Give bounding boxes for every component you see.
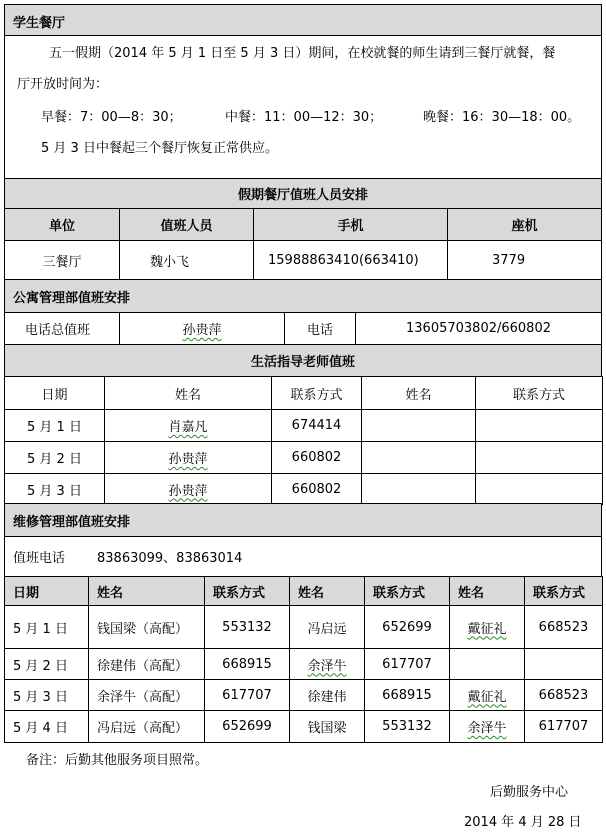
resume-notice: 5 月 3 日中餐起三个餐厅恢复正常供应。 <box>41 141 278 156</box>
maint-row-1-cell-4 <box>364 648 450 680</box>
life-row-1-cell-1-text: 孙贵萍 <box>168 452 208 467</box>
maint-row-0-cell-6 <box>524 605 603 649</box>
life-row-1-cell-1 <box>104 441 272 474</box>
life-row-1-cell-0 <box>4 441 105 474</box>
maint-header-6-text: 联系方式 <box>533 585 586 601</box>
life-row-1-cell-2-text: 660802 <box>291 450 342 465</box>
canteen-notice <box>4 35 602 179</box>
life-header-2-text: 联系方式 <box>290 387 343 403</box>
life-row-2-cell-4 <box>475 473 603 505</box>
holiday-landline: 3779 <box>447 240 602 280</box>
phone-duty-name-cell <box>119 312 285 345</box>
canteen-title: 学生餐厅 <box>13 16 66 31</box>
life-row-0-cell-0 <box>4 409 105 442</box>
maint-header-1-text: 姓名 <box>97 585 124 601</box>
holiday-header-staff: 值班人员 <box>119 208 254 241</box>
maint-row-3-cell-2-text: 652699 <box>222 719 272 734</box>
maint-row-0-cell-6-text: 668523 <box>538 619 589 635</box>
life-row-2-cell-1 <box>104 473 272 505</box>
maint-row-1-cell-2-text: 668915 <box>222 656 272 672</box>
life-header-1 <box>104 376 272 410</box>
life-row-2-cell-3 <box>361 473 476 505</box>
holiday-staff: 魏小飞 <box>119 240 254 280</box>
maint-row-1-cell-3 <box>289 648 365 680</box>
maint-row-0-cell-1-text: 钱国梁（高配） <box>97 621 189 637</box>
maint-row-0-cell-4-text: 652699 <box>382 619 432 635</box>
maint-row-3-cell-2 <box>204 710 290 743</box>
canteen-title-bar <box>4 4 602 36</box>
maint-row-3-cell-5 <box>449 710 525 743</box>
maint-row-3-cell-0-text: 5 月 4 日 <box>13 721 68 736</box>
maint-row-2-cell-0 <box>4 679 89 711</box>
life-row-0-cell-1 <box>104 409 272 442</box>
maint-row-2-cell-1 <box>88 679 205 711</box>
breakfast-hours: 早餐：7：00—8：30； <box>41 110 182 125</box>
life-row-1-cell-3 <box>361 441 476 474</box>
life-row-1-cell-4 <box>475 441 603 474</box>
life-header-0 <box>4 376 105 410</box>
maint-row-0-cell-0-text: 5 月 1 日 <box>13 621 68 637</box>
maint-row-0-cell-5 <box>449 605 525 649</box>
life-row-2-cell-2-text: 660802 <box>291 481 342 497</box>
maint-row-3-cell-0 <box>4 710 89 743</box>
maint-row-3-cell-6 <box>524 710 603 743</box>
maint-row-1-cell-0 <box>4 648 89 680</box>
notice-line-1: 五一假期（2014 年 5 月 1 日至 5 月 3 日）期间，在校就餐的师生请到三餐厅就餐，餐 <box>49 46 556 61</box>
maint-row-2-cell-2-text: 617707 <box>222 687 272 703</box>
maint-row-3-cell-1-text: 冯启远（高配） <box>97 721 189 736</box>
footer-note: 备注：后勤其他服务项目照常。 <box>26 753 209 768</box>
duty-phone-label: 值班电话 <box>13 551 66 566</box>
life-header-4-text: 联系方式 <box>512 387 565 403</box>
notice-line-2: 厅开放时间为： <box>17 77 109 92</box>
footer-date: 2014 年 4 月 28 日 <box>464 815 582 830</box>
maint-row-1-cell-3-text: 余泽牛 <box>307 658 347 674</box>
holiday-duty-title: 假期餐厅值班人员安排 <box>4 178 602 209</box>
life-guide-title: 生活指导老师值班 <box>4 344 602 377</box>
maint-row-3-cell-6-text: 617707 <box>538 719 589 734</box>
maint-header-6 <box>524 576 603 606</box>
life-row-1-cell-0-text: 5 月 2 日 <box>27 452 82 467</box>
maint-header-2 <box>204 576 290 606</box>
life-row-1-cell-2 <box>271 441 362 474</box>
maint-row-3-cell-4-text: 553132 <box>382 719 432 734</box>
holiday-header-landline: 座机 <box>447 208 602 241</box>
maint-row-2-cell-5-text: 戴征礼 <box>467 689 507 705</box>
maint-header-1 <box>88 576 205 606</box>
maint-header-4-text: 联系方式 <box>373 585 426 601</box>
duty-phone-value: 83863099、83863014 <box>97 551 243 566</box>
maint-row-2-cell-4 <box>364 679 450 711</box>
phone-value: 13605703802/660802 <box>355 312 602 345</box>
maint-row-1-cell-6 <box>524 648 603 680</box>
life-row-0-cell-2 <box>271 409 362 442</box>
maint-header-5 <box>449 576 525 606</box>
life-header-3 <box>361 376 476 410</box>
maint-header-3 <box>289 576 365 606</box>
life-row-2-cell-2 <box>271 473 362 505</box>
maintenance-phone-row <box>4 536 602 577</box>
phone-duty-name: 孙贵萍 <box>182 323 222 338</box>
life-header-3-text: 姓名 <box>405 387 432 403</box>
maint-row-0-cell-5-text: 戴征礼 <box>467 621 507 637</box>
maint-row-1-cell-2 <box>204 648 290 680</box>
maint-header-0-text: 日期 <box>13 585 40 601</box>
dinner-hours: 晚餐：16：30—18：00。 <box>423 110 581 125</box>
maint-row-3-cell-3 <box>289 710 365 743</box>
maint-row-2-cell-1-text: 余泽牛（高配） <box>97 689 189 705</box>
maint-row-2-cell-2 <box>204 679 290 711</box>
maint-header-5-text: 姓名 <box>458 585 485 601</box>
maint-row-1-cell-0-text: 5 月 2 日 <box>13 658 68 674</box>
apartment-title: 公寓管理部值班安排 <box>4 279 602 313</box>
phone-label: 电话 <box>284 312 356 345</box>
maint-row-2-cell-6-text: 668523 <box>538 687 589 703</box>
maint-row-3-cell-4 <box>364 710 450 743</box>
life-row-2-cell-0-text: 5 月 3 日 <box>27 483 82 499</box>
maint-header-4 <box>364 576 450 606</box>
maint-row-0-cell-3 <box>289 605 365 649</box>
footer-signature: 后勤服务中心 <box>490 785 569 800</box>
holiday-mobile: 15988863410(663410) <box>253 240 448 280</box>
maint-row-0-cell-1 <box>88 605 205 649</box>
holiday-unit: 三餐厅 <box>4 240 120 280</box>
holiday-header-mobile: 手机 <box>253 208 448 241</box>
life-row-0-cell-4 <box>475 409 603 442</box>
maint-row-1-cell-1 <box>88 648 205 680</box>
maint-row-0-cell-2 <box>204 605 290 649</box>
life-row-0-cell-2-text: 674414 <box>291 418 342 433</box>
maint-header-0 <box>4 576 89 606</box>
maintenance-title: 维修管理部值班安排 <box>4 503 602 537</box>
maint-row-2-cell-3 <box>289 679 365 711</box>
maint-row-1-cell-4-text: 617707 <box>382 656 432 672</box>
phone-duty-label: 电话总值班 <box>4 312 120 345</box>
lunch-hours: 中餐：11：00—12：30； <box>225 110 383 125</box>
life-row-0-cell-0-text: 5 月 1 日 <box>27 420 82 435</box>
maint-row-3-cell-1 <box>88 710 205 743</box>
maint-row-1-cell-1-text: 徐建伟（高配） <box>97 658 189 674</box>
life-header-0-text: 日期 <box>41 387 68 403</box>
maint-row-2-cell-6 <box>524 679 603 711</box>
maint-row-2-cell-0-text: 5 月 3 日 <box>13 689 68 705</box>
life-row-2-cell-0 <box>4 473 105 505</box>
maint-row-1-cell-5 <box>449 648 525 680</box>
maint-row-3-cell-5-text: 余泽牛 <box>467 721 507 736</box>
life-header-1-text: 姓名 <box>174 387 201 403</box>
holiday-header-unit: 单位 <box>4 208 120 241</box>
maint-row-3-cell-3-text: 钱国梁 <box>307 721 347 736</box>
life-row-2-cell-1-text: 孙贵萍 <box>168 483 208 499</box>
maint-header-2-text: 联系方式 <box>213 585 266 601</box>
maint-row-0-cell-4 <box>364 605 450 649</box>
life-row-0-cell-1-text: 肖嘉凡 <box>168 420 208 435</box>
maint-row-0-cell-2-text: 553132 <box>222 619 272 635</box>
life-header-4 <box>475 376 603 410</box>
maint-row-0-cell-3-text: 冯启远 <box>307 621 347 637</box>
maint-header-3-text: 姓名 <box>298 585 325 601</box>
maint-row-2-cell-3-text: 徐建伟 <box>307 689 347 705</box>
life-header-2 <box>271 376 362 410</box>
life-row-0-cell-3 <box>361 409 476 442</box>
maint-row-2-cell-5 <box>449 679 525 711</box>
maint-row-2-cell-4-text: 668915 <box>382 687 432 703</box>
maint-row-0-cell-0 <box>4 605 89 649</box>
